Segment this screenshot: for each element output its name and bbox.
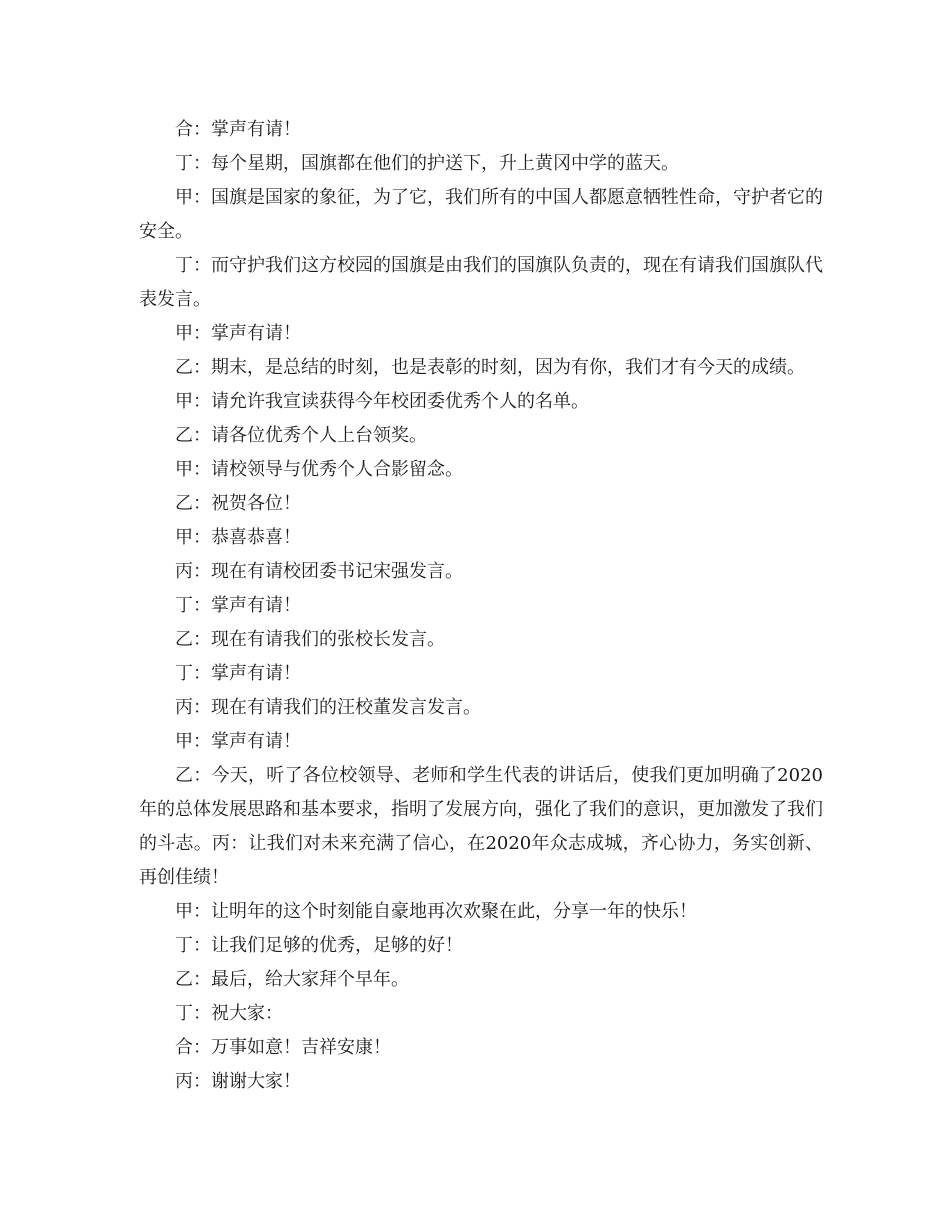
paragraph: 甲：国旗是国家的象征，为了它，我们所有的中国人都愿意牺牲性命，守护者它的安全。 <box>139 187 823 242</box>
paragraph: 合：万事如意！吉祥安康！ <box>175 1037 391 1058</box>
paragraph: 乙：今天，听了各位校领导、老师和学生代表的讲话后，使我们更加明确了2020年的总体发展思路和基本要求，指明了发展方向，强化了我们的意识，更加激发了我们的斗志。丙：让我们对未来充满了信心，在2020年众志成城，齐心协力，务实创新、再创佳绩！ <box>139 765 823 888</box>
paragraph: 丁：掌声有请！ <box>175 595 301 616</box>
paragraph: 甲：掌声有请！ <box>175 731 301 752</box>
paragraph: 甲：恭喜恭喜！ <box>175 527 301 548</box>
paragraph: 甲：请校领导与优秀个人合影留念。 <box>175 459 463 480</box>
paragraph: 甲：掌声有请！ <box>175 323 301 344</box>
document-body <box>139 113 823 1099</box>
paragraph: 乙：最后，给大家拜个早年。 <box>175 969 409 990</box>
paragraph: 甲：让明年的这个时刻能自豪地再次欢聚在此，分享一年的快乐！ <box>175 901 697 922</box>
paragraph: 丁：掌声有请！ <box>175 663 301 684</box>
paragraph: 合：掌声有请！ <box>175 119 301 140</box>
paragraph: 乙：期末，是总结的时刻，也是表彰的时刻，因为有你，我们才有今天的成绩。 <box>175 357 805 378</box>
paragraph: 丙：现在有请我们的汪校董发言发言。 <box>175 697 481 718</box>
paragraph: 丙：现在有请校团委书记宋强发言。 <box>175 561 463 582</box>
paragraph: 丁：而守护我们这方校园的国旗是由我们的国旗队负责的，现在有请我们国旗队代表发言。 <box>139 255 823 310</box>
paragraph: 丁：每个星期，国旗都在他们的护送下，升上黄冈中学的蓝天。 <box>175 153 679 174</box>
paragraph: 丙：谢谢大家！ <box>175 1071 301 1092</box>
paragraph: 甲：请允许我宣读获得今年校团委优秀个人的名单。 <box>175 391 589 412</box>
paragraph: 乙：请各位优秀个人上台领奖。 <box>175 425 427 446</box>
paragraph: 丁：祝大家： <box>175 1003 283 1024</box>
paragraph: 丁：让我们足够的优秀，足够的好！ <box>175 935 463 956</box>
paragraph: 乙：祝贺各位！ <box>175 493 301 514</box>
paragraph: 乙：现在有请我们的张校长发言。 <box>175 629 445 650</box>
